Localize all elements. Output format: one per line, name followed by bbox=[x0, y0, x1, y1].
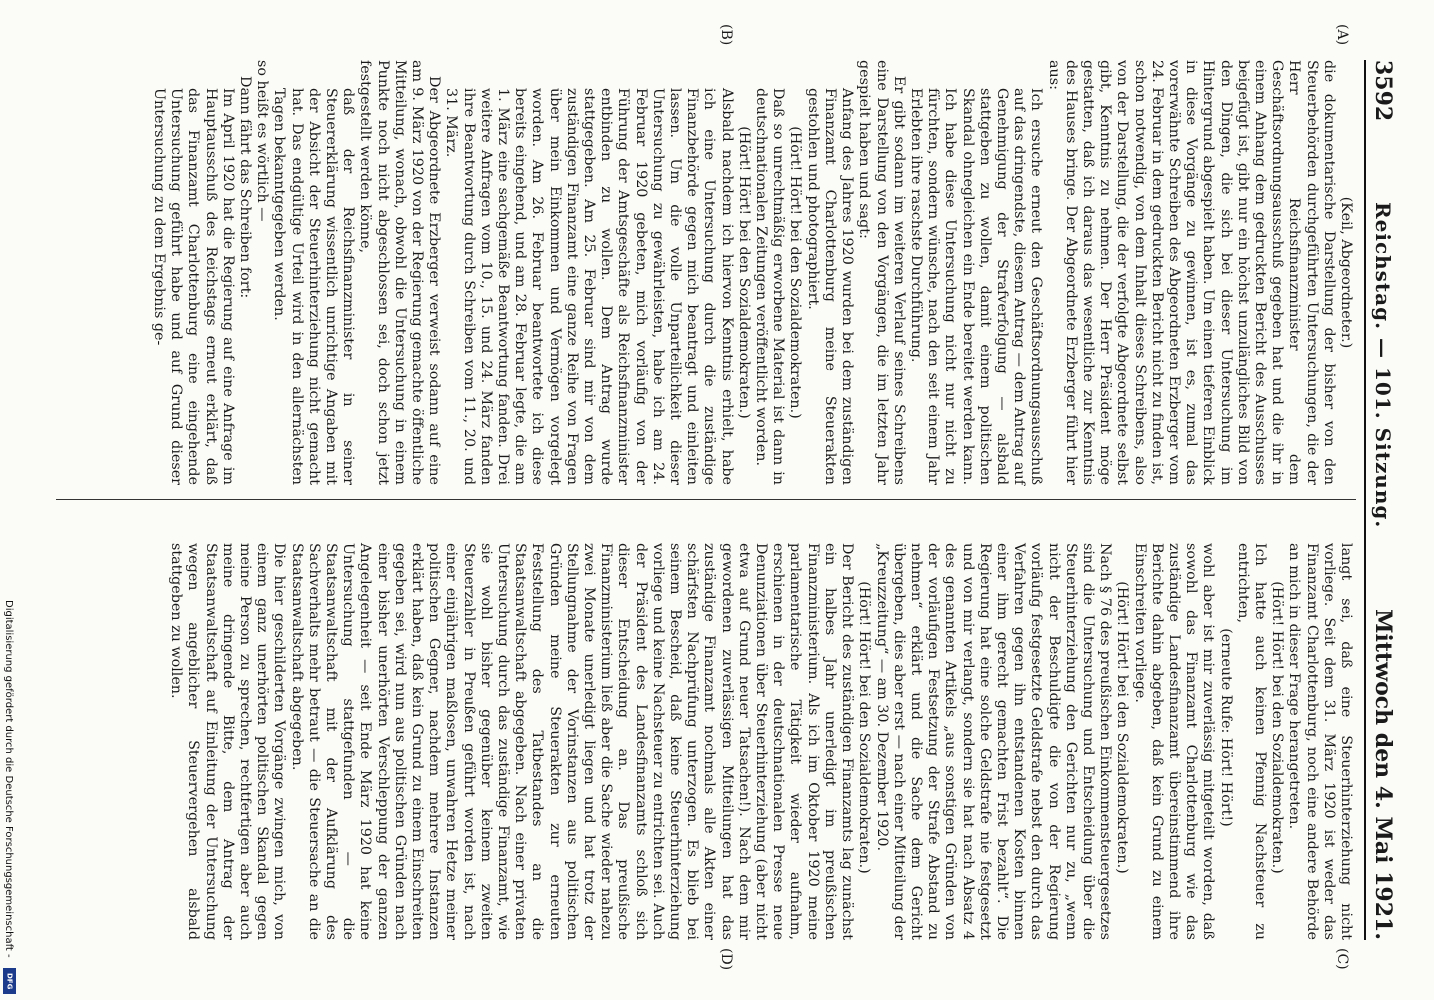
quote-paragraph: Ich hatte auch keinen Pfennig Nachsteuer zu entrichten, bbox=[1234, 543, 1268, 940]
interjection: (Hört! Hört! bei den Sozialdemokraten.) bbox=[735, 126, 752, 419]
quote-paragraph: Der Bericht des zuständigen Finanzamts lag zunächst ein halbes Jahr unerledigt im preußischen Finanzministerium. Als ich im Oktober 1920 meine parlamentarische Tätigkeit wieder aufnahm, erschienen in der deutschnationalen Presse neue Denunziationen über Steuerhinterziehung (aber nicht etwa auf Grund neuer Tatsachen!). Nach dem mir gewordenen zuverlässigen Mitteilungen hat das zuständige Finanzamt nochmals alle Akten einer schärfsten Nachprüfung unterzogen. Es blieb bei seinem Bescheid, daß keine Steuerhinterziehung vorliege und keine Nachsteuer zu entrichten sei. Auch der Präsident des Landesfinanzamts schloß sich dieser Entscheidung an. Das preußische Finanzministerium ließ aber die Sache wieder nahezu zwei Monate unerledigt liegen und hat trotz der Stellungnahme der Vorinstanzen aus politischen Gründen meine Steuerakten zur erneuten Feststellung des Tatbestandes an die Staatsanwaltschaft abgegeben. Nach einer privaten Untersuchung durch das zuständige Finanzamt, wie sie wohl bisher gegenüber keinem zweiten Steuerzahler in Preußen geführt worden ist, nach einer einjährigen maßlosen, unwahren Hetze meiner politischen Gegner, nachdem mehrere Instanzen erklärt haben, daß kein Grund zu einem Einschreiten gegeben sei, wird nun aus politischen Gründen nach einer bisher unerhörten Verschleppung der ganzen Angelegenheit — seit Ende März 1920 hat keine Untersuchung stattgefunden — die Staatsanwaltschaft mit der Aufklärung des Sachverhalts mehr betraut — die Steuersache an die Staatsanwaltschaft abgegeben. bbox=[288, 543, 856, 940]
quote-paragraph: Anfang des Jahres 1920 wurden bei dem zuständigen Finanzamt Charlottenburg meine Steuerakten gestohlen und photographiert. bbox=[804, 88, 856, 485]
dfg-logo-icon: DFG bbox=[3, 968, 16, 994]
quote-paragraph: Ich ersuche erneut den Geschäftsordnungsausschuß auf das dringendste, diesem Antrag — dem Antrag auf Genehmigung der Strafverfolgung — alsbald stattgeben zu wollen, damit einem politischen Skandal ohnegleichen ein Ende bereitet werden kann. Ich habe diese Untersuchung nicht nur nicht zu fürchten, sondern wünsche, nach den seit einem Jahr Erlebten ihre raschste Durchführung. bbox=[907, 88, 1045, 485]
interjection: (erneute Rufe: Hört! Hört!) bbox=[1217, 628, 1234, 827]
paragraph: die dokumentarische Darstellung der bisher von den Steuerbehörden durchgeführten Untersuchungen, die der Herr Reichsfinanzminister dem Geschäftsordnungsausschuß gegeben hat und die ihr in einem Anhang dem gedruckten Bericht des Ausschusses beigefügt ist, gibt nur ein höchst unzulängliches Bild von den Dingen, die sich bei dieser Untersuchung im Hintergrund abgespielt haben. Um einen tieferen Einblick in diese Vorgänge zu gewinnen, ist es, zumal das vorerwähnte Schreiben des Abgeordneten Erzberger vom 24. Februar in dem gedruckten Bericht nicht zu finden ist, schon notwendig, von dem Inhalt dieses Schreibens, also von der Darstellung, die der verfolgte Abgeordnete selbst gibt, Kenntnis zu nehmen. Der Herr Präsident möge gestatten, daß ich daraus das wesentliche zur Kenntnis des Hauses bringe. Der Abgeordnete Erzberger führt hier aus: bbox=[1045, 60, 1337, 485]
paragraph: Er gibt sodann im weiteren Verlauf seines Schreibens eine Darstellung von den Vorgängen, die im letzten Jahr gespielt haben und sagt: bbox=[856, 60, 907, 485]
interjection: (Hört! Hört! bei den Sozialdemokraten.) bbox=[856, 581, 873, 874]
margin-letter-d: (D) bbox=[718, 948, 734, 971]
margin-letter-a: (A) bbox=[1334, 24, 1350, 46]
paragraph: Der Abgeordnete Erzberger verweist sodann auf eine am 9. März 1920 von der Regierung gemachte öffentliche Mitteilung, wonach, obwohl die Untersuchung in einem Punkte noch nicht abgeschlossen sei, doch schon jetzt festgestellt werden könne, bbox=[357, 60, 443, 485]
quote-paragraph: wohl aber ist mir zuverlässig mitgeteilt worden, daß sowohl das Finanzamt Charlottenburg wie das zuständige Landesfinanzamt übereinstimmend ihre Berichte dahin abgeben, daß kein Grund zu einem Einschreiten vorliege. bbox=[1131, 543, 1217, 940]
session-title: Reichstag. — 101. Sitzung. bbox=[1371, 202, 1395, 529]
funding-note: Digitalisierung gefördert durch die Deutsche Forschungsgemeinschaft - bbox=[3, 600, 14, 958]
margin-letter-b: (B) bbox=[718, 24, 734, 46]
quote-paragraph: Alsbald nachdem ich hiervon Kenntnis erhielt, habe ich eine Untersuchung durch die zuständige Finanzbehörde gegen mich beantragt und einleiten lassen. Um die volle Unparteilichkeit dieser Untersuchung zu gewährleisten, habe ich am 24. Februar 1920 gebeten, mich vorläufig von der Führung der Amtsgeschäfte als Reichsfinanzminister entbinden zu wollen. Dem Antrag wurde stattgegeben. Am 25. Februar sind mir von dem zuständigen Finanzamt eine ganze Reihe von Fragen über mein Einkommen und Vermögen vorgelegt worden. Am 26. Februar beantwortete ich diese bereits eingehend, und am 28. Februar legte, die am 1. März eine sachgemäße Beantwortung fanden. Drei weitere Anfragen vom 10., 15. und 24. März fanden ihre Beantwortung durch Schreiben vom 11., 20. und 31. März. bbox=[443, 88, 735, 485]
left-column bbox=[54, 60, 1354, 485]
margin-letter-c: (C) bbox=[1334, 948, 1350, 970]
quote-paragraph: Die hier geschilderten Vorgänge zwingen mich, von einem ganz unerhörten politischen Skandal gegen meine Person zu sprechen, rechtfertigen aber auch meine dringende Bitte, dem Antrag der Staatsanwaltschaft auf Einleitung der Untersuchung wegen angeblicher Steuervergehen alsbald stattgeben zu wollen. bbox=[168, 543, 288, 940]
right-column bbox=[168, 515, 1354, 940]
session-date: Mittwoch den 4. Mai 1921. bbox=[1370, 609, 1396, 940]
quote-paragraph: Daß so unrechtmäßig erworbene Material ist dann in deutschnationalen Zeitungen veröffentlicht worden. bbox=[753, 88, 787, 485]
page-number: 3592 bbox=[1370, 60, 1396, 122]
quote-paragraph: Im April 1920 hat die Regierung auf eine Anfrage im Hauptausschuß des Reichstags erneut erklärt, daß das Finanzamt Charlottenburg eine eingehende Untersuchung geführt habe und auf Grund dieser Untersuchung zu dem Ergebnis ge- bbox=[150, 88, 236, 485]
quote-paragraph: daß der Reichsfinanzminister in seiner Steuererklärung wissentlich unrichtige Angaben mit der Absicht der Steuerhinterziehung nicht gemacht hat. Das endgültige Urteil wird in den allernächsten Tagen bekanntgegeben werden. bbox=[271, 88, 357, 485]
interjection: (Hört! Hört! bei den Sozialdemokraten.) bbox=[1269, 581, 1286, 874]
paragraph: Dann fährt das Schreiben fort: bbox=[237, 76, 253, 299]
interjection: (Hört! Hört! bei den Sozialdemokraten.) bbox=[787, 126, 804, 419]
paragraph: so heißt es wörtlich — bbox=[254, 60, 271, 222]
speaker-line: (Keil, Abgeordneter.) bbox=[1338, 196, 1354, 349]
interjection: (Hört! Hört! bei den Sozialdemokraten.) bbox=[1114, 581, 1131, 874]
page-header bbox=[1364, 60, 1396, 940]
digitization-strip bbox=[2, 0, 16, 1000]
column-divider bbox=[56, 499, 1356, 500]
quote-paragraph: Nach § 76 des preußischen Einkommensteuergesetzes sind die Untersuchung und Entscheidung über die Steuerhinterziehung den Gerichten nur zu, „wenn nicht der Beschuldigte die von der Regierung vorläufig festgesetzte Geldstrafe nebst den durch das Verfahren gegen ihn entstandenen Kosten binnen einer ihm gerecht gemachten Frist bezahlt“. Die Regierung hat eine solche Geldstrafe nie festgesetzt und von mir verlangt, sondern sie hat nach Absatz 4 des genannten Artikels „aus sonstigen Gründen von der vorläufigen Festsetzung der Strafe Abstand zu nehmen“ erklärt und die Sache dem Gericht übergeben, dies aber erst — nach einer Mitteilung der „Kreuzzeitung“ — am 30. Dezember 1920. bbox=[873, 543, 1114, 940]
quote-paragraph: langt sei, daß eine Steuerhinterziehung nicht vorliege. Seit dem 31. März 1920 ist weder das Finanzamt Charlottenburg, noch eine andere Behörde an mich in dieser Frage herangetreten. bbox=[1286, 543, 1354, 940]
